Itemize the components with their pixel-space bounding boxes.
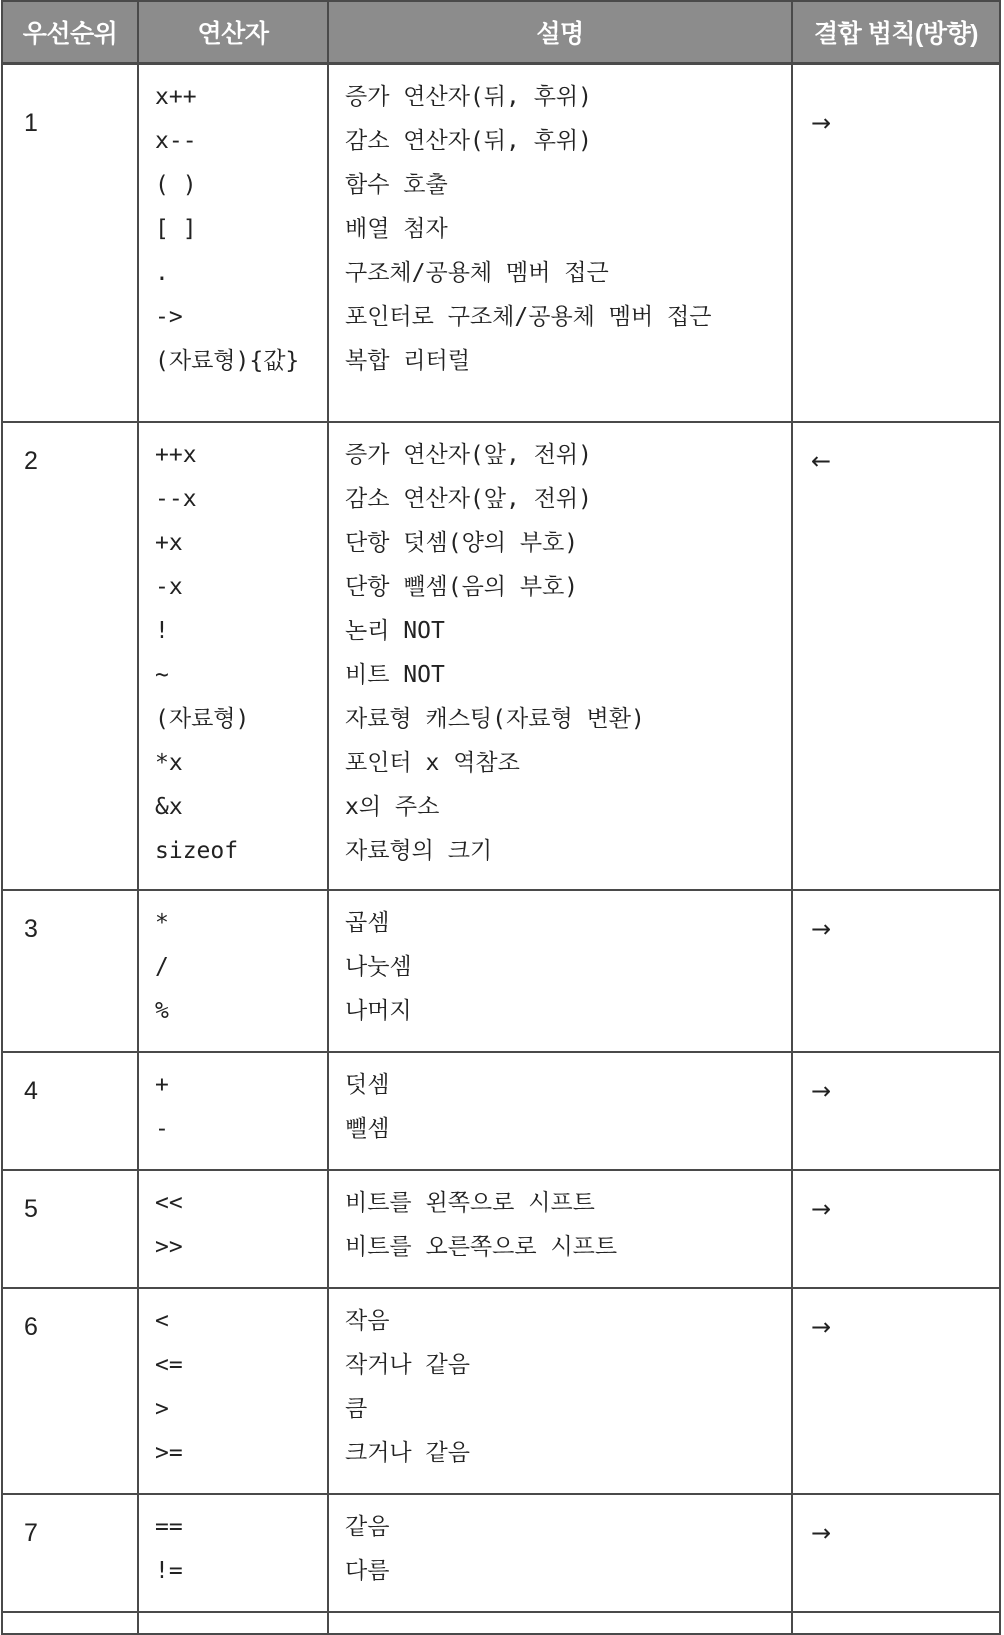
empty-cell — [138, 1612, 328, 1634]
priority-cell: 1 — [2, 64, 138, 423]
operator: (자료형){값} — [155, 348, 300, 374]
operator: -x — [155, 574, 183, 600]
header-description: 설명 — [328, 1, 792, 64]
operator: sizeof — [155, 838, 239, 864]
priority-cell: 2 — [2, 422, 138, 890]
table-header — [2, 1, 1000, 64]
header-associativity: 결합 법칙(방향) — [792, 1, 1000, 64]
operator: >= — [155, 1440, 183, 1466]
operator: == — [155, 1514, 183, 1540]
description-cell — [328, 890, 792, 1052]
priority-cell: 4 — [2, 1052, 138, 1170]
description: 자료형 캐스팅(자료형 변환) — [345, 706, 645, 732]
operator: <= — [155, 1352, 183, 1378]
description: 복합 리터럴 — [345, 348, 470, 374]
description: 포인터 x 역참조 — [345, 750, 520, 776]
description: 다름 — [345, 1558, 390, 1584]
precedence-group-5 — [2, 1170, 1000, 1288]
empty-cell — [328, 1612, 792, 1634]
operator: [ ] — [155, 216, 197, 242]
operator: ~ — [155, 662, 169, 688]
precedence-group-7 — [2, 1494, 1000, 1612]
description-cell — [328, 1052, 792, 1170]
description: 작거나 같음 — [345, 1352, 470, 1378]
operator-cell — [138, 1494, 328, 1612]
operator: +x — [155, 530, 183, 556]
description: 증가 연산자(뒤, 후위) — [345, 84, 592, 110]
description: 단항 뺄셈(음의 부호) — [345, 574, 579, 600]
description-cell — [328, 1494, 792, 1612]
associativity-cell: ← — [792, 422, 1000, 890]
operator-cell — [138, 1170, 328, 1288]
operator-precedence-table-container — [1, 0, 1001, 1635]
precedence-group-6 — [2, 1288, 1000, 1494]
description: 곱셈 — [345, 910, 390, 936]
description-cell — [328, 422, 792, 890]
description: 포인터로 구조체/공용체 멤버 접근 — [345, 304, 712, 330]
operator: (자료형) — [155, 706, 250, 732]
operator-precedence-table — [1, 0, 1001, 1635]
description-cell — [328, 64, 792, 423]
priority-cell: 6 — [2, 1288, 138, 1494]
operator-cell — [138, 1288, 328, 1494]
operator: x++ — [155, 84, 197, 110]
operator: ( ) — [155, 172, 197, 198]
associativity-cell: → — [792, 1052, 1000, 1170]
operator-cell — [138, 64, 328, 423]
description: 단항 덧셈(양의 부호) — [345, 530, 579, 556]
table-body — [2, 64, 1000, 1635]
operator-cell — [138, 890, 328, 1052]
precedence-group-3 — [2, 890, 1000, 1052]
description: 작음 — [345, 1308, 390, 1334]
priority-cell: 3 — [2, 890, 138, 1052]
empty-cell — [2, 1612, 138, 1634]
operator: ++x — [155, 442, 197, 468]
description: 비트를 왼쪽으로 시프트 — [345, 1190, 595, 1216]
description: 나눗셈 — [345, 954, 412, 980]
associativity-cell: → — [792, 1494, 1000, 1612]
associativity-cell: → — [792, 1170, 1000, 1288]
operator: &x — [155, 794, 183, 820]
operator: % — [155, 998, 169, 1024]
description: 같음 — [345, 1514, 390, 1540]
associativity-cell: → — [792, 64, 1000, 423]
operator: x-- — [155, 128, 197, 154]
priority-cell: 7 — [2, 1494, 138, 1612]
precedence-group-partial — [2, 1612, 1000, 1634]
description: 큼 — [345, 1396, 368, 1422]
description-cell — [328, 1170, 792, 1288]
operator: + — [155, 1072, 169, 1098]
priority-cell: 5 — [2, 1170, 138, 1288]
description: 덧셈 — [345, 1072, 390, 1098]
operator: * — [155, 910, 169, 936]
description: 뺄셈 — [345, 1116, 390, 1142]
description: 구조체/공용체 멤버 접근 — [345, 260, 609, 286]
associativity-cell: → — [792, 890, 1000, 1052]
operator: < — [155, 1308, 169, 1334]
associativity-cell: → — [792, 1288, 1000, 1494]
precedence-group-1 — [2, 64, 1000, 423]
operator: / — [155, 954, 169, 980]
operator: - — [155, 1116, 169, 1142]
empty-cell — [792, 1612, 1000, 1634]
description: x의 주소 — [345, 794, 440, 820]
operator: ! — [155, 618, 169, 644]
description: 배열 첨자 — [345, 216, 448, 242]
operator: -> — [155, 304, 183, 330]
operator: . — [155, 260, 169, 286]
description: 감소 연산자(앞, 전위) — [345, 486, 592, 512]
operator: != — [155, 1558, 183, 1584]
operator-cell — [138, 422, 328, 890]
description: 감소 연산자(뒤, 후위) — [345, 128, 592, 154]
description: 논리 NOT — [345, 618, 445, 644]
precedence-group-4 — [2, 1052, 1000, 1170]
header-row — [2, 1, 1000, 64]
description: 증가 연산자(앞, 전위) — [345, 442, 592, 468]
header-operator: 연산자 — [138, 1, 328, 64]
operator-cell — [138, 1052, 328, 1170]
operator: << — [155, 1190, 183, 1216]
description: 크거나 같음 — [345, 1440, 470, 1466]
description: 비트를 오른쪽으로 시프트 — [345, 1234, 618, 1260]
description: 자료형의 크기 — [345, 838, 493, 864]
description: 비트 NOT — [345, 662, 445, 688]
operator: --x — [155, 486, 197, 512]
precedence-group-2 — [2, 422, 1000, 890]
description-cell — [328, 1288, 792, 1494]
operator: >> — [155, 1234, 183, 1260]
operator: *x — [155, 750, 183, 776]
header-priority: 우선순위 — [2, 1, 138, 64]
operator: > — [155, 1396, 169, 1422]
description: 나머지 — [345, 998, 412, 1024]
description: 함수 호출 — [345, 172, 448, 198]
